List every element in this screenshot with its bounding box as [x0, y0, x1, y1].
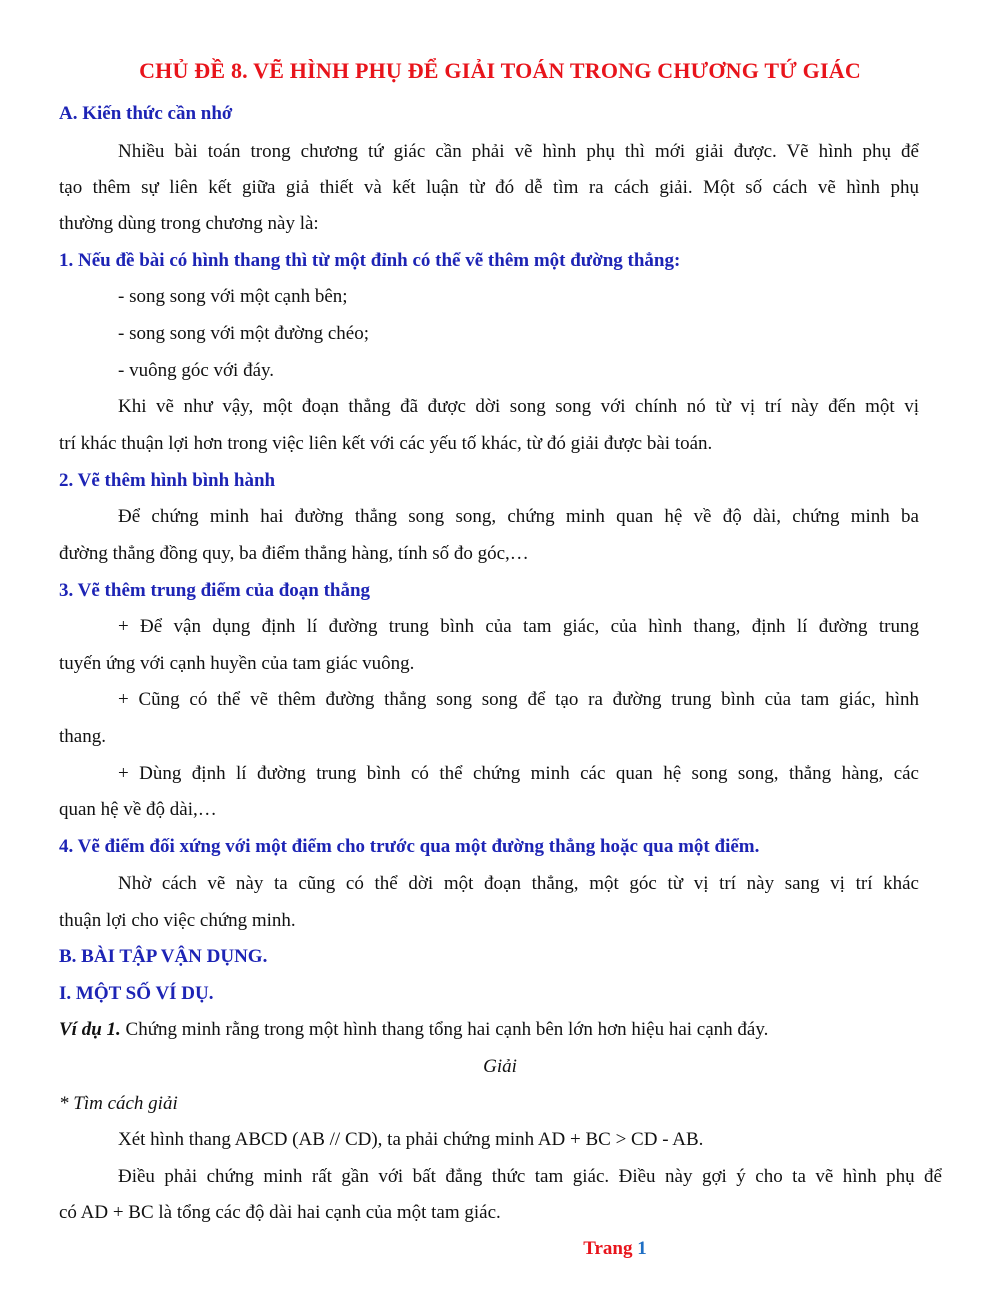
page-footer — [0, 1238, 1000, 1260]
paragraph-line: Nhờ cách vẽ này ta cũng có thể dời một đoạn thẳng, một góc từ vị trí này sang vị trí khác — [118, 873, 919, 894]
paragraph-line: + Để vận dụng định lí đường trung bình của tam giác, của hình thang, định lí đường trung — [118, 616, 919, 637]
paragraph-line: Nhiều bài toán trong chương tứ giác cần phải vẽ hình phụ thì mới giải được. Vẽ hình phụ để — [118, 141, 919, 162]
solution-title: Giải — [483, 1056, 517, 1077]
paragraph-line: trí khác thuận lợi hơn trong việc liên kết với các yếu tố khác, từ đó giải được bài toán. — [59, 433, 713, 454]
item-2-heading: 2. Vẽ thêm hình bình hành — [59, 470, 276, 491]
bullet-item: - song song với một cạnh bên; — [118, 286, 348, 307]
paragraph-line: Khi vẽ như vậy, một đoạn thẳng đã được dời song song với chính nó từ vị trí này đến một vị — [118, 396, 919, 417]
item-4-heading: 4. Vẽ điểm đối xứng với một điểm cho trước qua một đường thẳng hoặc qua một điểm. — [59, 836, 760, 857]
document-title: CHỦ ĐỀ 8. VẼ HÌNH PHỤ ĐỂ GIẢI TOÁN TRONG CHƯƠNG TỨ GIÁC — [139, 58, 861, 83]
item-3-heading: 3. Vẽ thêm trung điểm của đoạn thẳng — [59, 580, 371, 601]
paragraph-line: thuận lợi cho việc chứng minh. — [59, 910, 296, 931]
paragraph-line: quan hệ về độ dài,… — [59, 799, 217, 820]
section-b-heading: B. BÀI TẬP VẬN DỤNG. — [59, 946, 268, 967]
paragraph-line: đường thẳng đồng quy, ba điểm thẳng hàng, tính số đo góc,… — [59, 543, 529, 564]
example-1-label: Ví dụ 1. — [59, 1019, 121, 1040]
example-1-statement — [59, 1018, 919, 1042]
paragraph-line: Để chứng minh hai đường thẳng song song, chứng minh quan hệ về độ dài, chứng minh ba — [118, 506, 919, 527]
approach-label: * Tìm cách giải — [59, 1093, 178, 1114]
item-1-heading: 1. Nếu đề bài có hình thang thì từ một đỉnh có thể vẽ thêm một đường thẳng: — [59, 250, 681, 271]
paragraph-line: Điều phải chứng minh rất gần với bất đẳng thức tam giác. Điều này gợi ý cho ta vẽ hình phụ để — [118, 1166, 942, 1187]
bullet-item: - vuông góc với đáy. — [118, 360, 275, 381]
section-a-heading: A. Kiến thức cần nhớ — [59, 103, 233, 124]
paragraph-line: có AD + BC là tổng các độ dài hai cạnh của một tam giác. — [59, 1202, 501, 1223]
paragraph-line: tạo thêm sự liên kết giữa giả thiết và kết luận từ đó dễ tìm ra cách giải. Một số cách vẽ hình phụ — [59, 177, 919, 198]
page-number: 1 — [637, 1238, 647, 1259]
bullet-item: - song song với một đường chéo; — [118, 323, 369, 344]
paragraph-line: thường dùng trong chương này là: — [59, 213, 319, 234]
paragraph-line: tuyến ứng với cạnh huyền của tam giác vuông. — [59, 653, 415, 674]
example-1-text: Chứng minh rằng trong một hình thang tổng hai cạnh bên lớn hơn hiệu hai cạnh đáy. — [120, 1019, 769, 1040]
paragraph-line: + Dùng định lí đường trung bình có thể chứng minh các quan hệ song song, thẳng hàng, các — [118, 763, 919, 784]
page-label: Trang — [583, 1238, 638, 1259]
paragraph-line: Xét hình thang ABCD (AB // CD), ta phải chứng minh AD + BC > CD - AB. — [118, 1129, 704, 1150]
section-b-subheading: I. MỘT SỐ VÍ DỤ. — [59, 983, 214, 1004]
paragraph-line: thang. — [59, 726, 106, 747]
paragraph-line: + Cũng có thể vẽ thêm đường thẳng song song để tạo ra đường trung bình của tam giác, hình — [118, 689, 919, 710]
